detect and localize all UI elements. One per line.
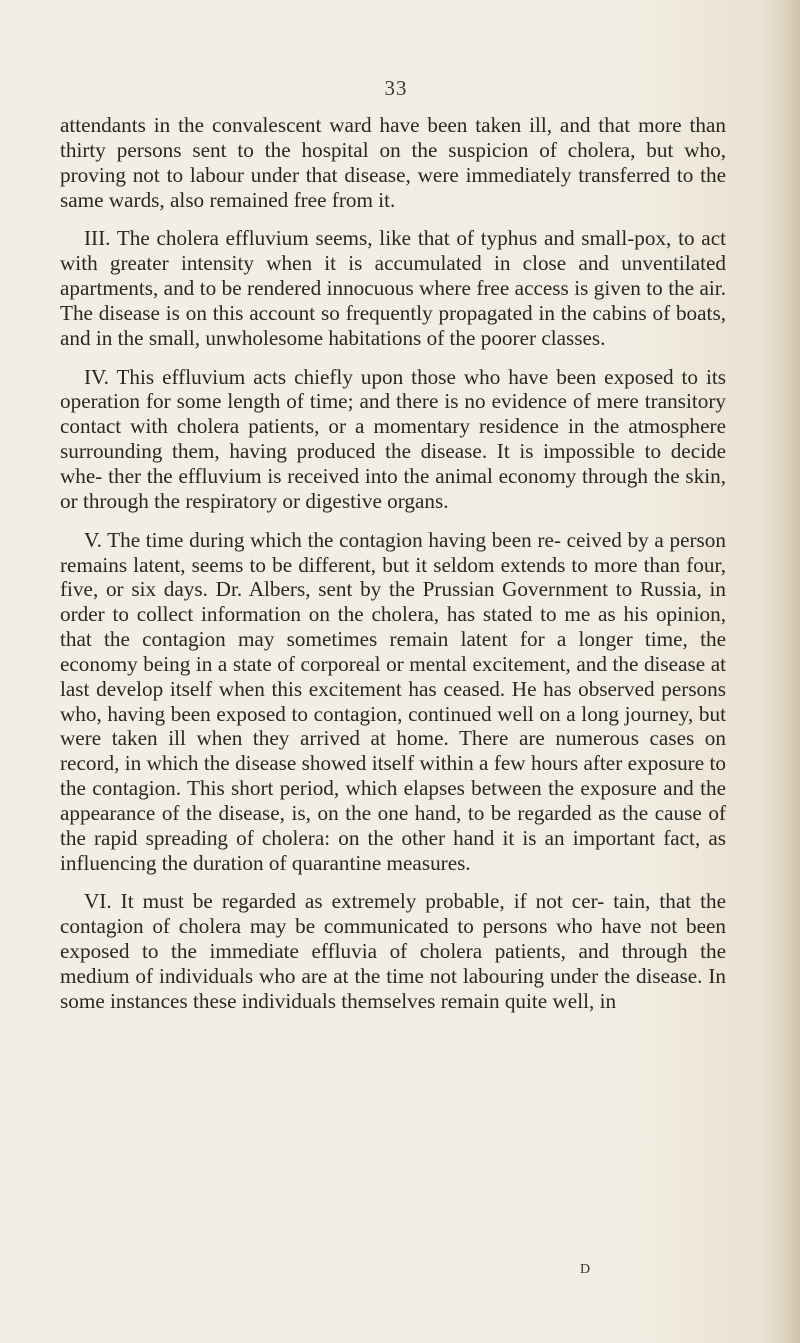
body-text [60, 113, 726, 1028]
page-edge-shadow [778, 0, 800, 1343]
paragraph-section-v: V. The time during which the contagion having been re- ceived by a person remains latent, seems to be different, but it seldom extends to more than four, five, or six days. Dr. Albers, sent by the Prussian Government to Russia, in order to collect information on the cholera, has stated to me as his opinion, that the contagion may sometimes remain latent for a longer time, the economy being in a state of corporeal or mental excitement, and the disease at last develop itself when this excitement has ceased. He has observed persons who, having been exposed to contagion, continued well on a long journey, but were taken ill when they arrived at home. There are numerous cases on record, in which the disease showed itself within a few hours after exposure to the contagion. This short period, which elapses between the exposure and the appearance of the disease, is, on the one hand, to be regarded as the cause of the rapid spreading of cholera: on the other hand it is an important fact, as influencing the duration of quarantine measures. [60, 527, 726, 875]
paragraph-continuation: attendants in the convalescent ward have been taken ill, and that more than thirty persons sent to the hospital on the suspicion of cholera, but who, proving not to labour under that disease, were immediately transferred to the same wards, also remained free from it. [60, 113, 726, 212]
paragraph-section-vi: VI. It must be regarded as extremely probable, if not cer- tain, that the contagion of cholera may be communicated to persons who have not been exposed to the immediate effluvia of cholera patients, and through the medium of individuals who are at the time not labouring under the disease. In some instances these individuals themselves remain quite well, in [60, 889, 726, 1013]
paragraph-section-iv: IV. This effluvium acts chiefly upon those who have been exposed to its operation for some length of time; and there is no evidence of mere transitory contact with cholera patients, or a momentary residence in the atmosphere surrounding them, having produced the disease. It is impossible to decide whe- ther the effluvium is received into the animal economy through the skin, or through the respiratory or digestive organs. [60, 364, 726, 513]
paragraph-section-iii: III. The cholera effluvium seems, like that of typhus and small-pox, to act with greater intensity when it is accumulated in close and unventilated apartments, and to be rendered innocuous where free access is given to the air. The disease is on this account so frequently propagated in the cabins of boats, and in the small, unwholesome habitations of the poorer classes. [60, 226, 726, 350]
signature-mark: D [580, 1262, 591, 1277]
page-number: 33 [384, 76, 408, 100]
